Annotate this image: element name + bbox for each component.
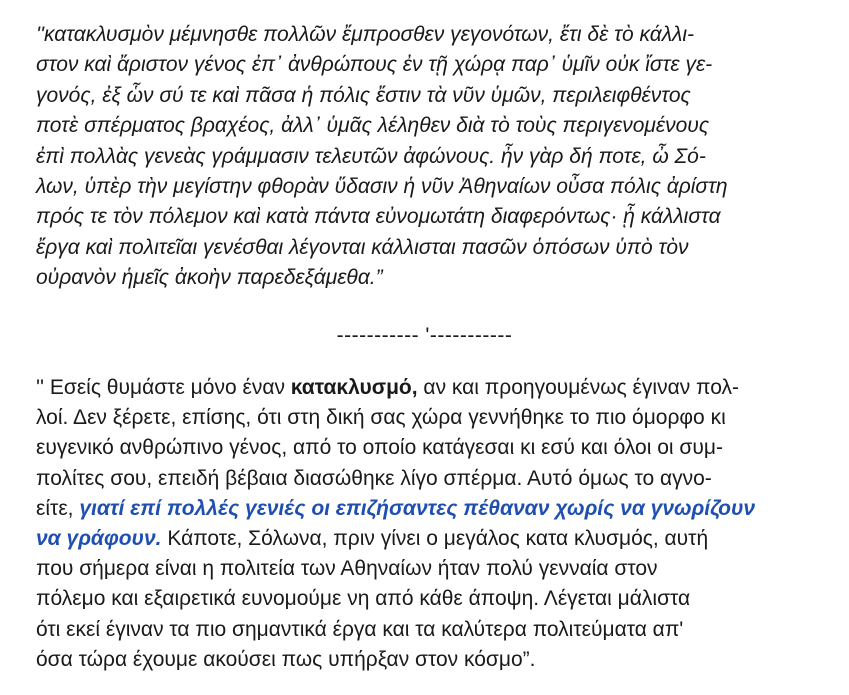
modern-line-5 [36,494,826,524]
modern-line-7: που σήμερα είναι η πολιτεία των Αθηναίων ήταν πολύ γενναία στον [36,557,658,581]
modern-line-4: πολίτες σου, επειδή βέβαια διασώθηκε λίγο σπέρμα. Αυτό όμως το αγνο- [36,466,712,490]
modern-line-9: ότι εκεί έγιναν τα πιο σημαντικά έργα και τα καλύτερα πολιτεύματα απ' [36,617,684,641]
ancient-line-8: ἔργα καὶ πολιτεῖαι γενέσθαι λέγονται κάλλισται πασῶν ὁπόσων ὑπὸ τὸν [36,235,689,259]
ancient-line-3: γονός, ἐξ ὧν σύ τε καὶ πᾶσα ἡ πόλις ἔστιν τὰ νῦν ὑμῶν, περιλειφθέντος [36,83,691,107]
modern-line-1-end: αν και προηγουμένως έγιναν πολ- [417,376,740,399]
ancient-line-9: οὐρανὸν ἡμεῖς ἀκοὴν παρεδεξάμεθα.” [36,266,383,290]
modern-line-3: ευγενικό ανθρώπινο γένος, από το οποίο κατάγεσαι κι εσύ και όλοι οι συμ- [36,436,723,460]
section-separator: ----------- '----------- [336,324,513,347]
modern-line-2: λοί. Δεν ξέρετε, επίσης, ότι στη δική σας χώρα γεννήθηκε το πιο όμορφο κι [36,406,726,430]
ancient-line-4: ποτὲ σπέρματος βραχέος, ἀλλ᾽ ὑμᾶς λέληθεν διὰ τὸ τοὺς περιγενομένους [36,114,710,138]
modern-line-1-start: '' Εσείς θυμάστε μόνο έναν [36,376,291,399]
ancient-line-5: ἐπὶ πολλὰς γενεὰς γράμμασιν τελευτῶν ἀφώνους. ἦν γὰρ δή ποτε, ὦ Σό- [36,144,706,168]
modern-greek-translation [36,373,826,675]
ancient-line-1: ''κατακλυσμὸν μέμνησθε πολλῶν ἔμπροσθεν γεγονότων, ἔτι δὲ τὸ κάλλι- [36,23,695,46]
bold-term-kataklysmo: κατακλυσμό, [290,376,418,399]
modern-line-6 [36,524,826,554]
highlighted-phrase-part-2: να γράφουν. [36,527,162,551]
ancient-greek-passage [36,20,826,294]
modern-line-6-end: Κάποτε, Σόλωνα, πριν γίνει ο μεγάλος κατα κλυσμός, αυτή [161,527,709,551]
ancient-line-7: πρός τε τὸν πόλεμον καὶ κατὰ πάντα εὐνομωτάτη διαφερόντως· ᾗ κάλλιστα [36,205,721,229]
modern-line-5-start: είτε, [36,496,80,520]
highlighted-phrase-part-1: γιατί επί πολλές γενιές οι επιζήσαντες πέθαναν χωρίς να γνωρίζουν [79,496,756,520]
ancient-line-6: λων, ὑπὲρ τὴν μεγίστην φθορὰν ὕδασιν ἡ νῦν Ἀθηναίων οὖσα πόλις ἀρίστη [36,175,728,199]
modern-line-8: πόλεμο και εξαιρετικά ευνομούμε νη από κάθε άποψη. Λέγεται μάλιστα [36,587,691,611]
modern-line-10: όσα τώρα έχουμε ακούσει πως υπήρξαν στον κόσμο”. [36,647,536,671]
ancient-line-2: στον καὶ ἄριστον γένος ἐπ᾽ ἀνθρώπους ἐν τῇ χώρᾳ παρ᾽ ὑμῖν οὐκ ἴστε γε- [36,53,713,77]
modern-line-1 [36,373,826,403]
